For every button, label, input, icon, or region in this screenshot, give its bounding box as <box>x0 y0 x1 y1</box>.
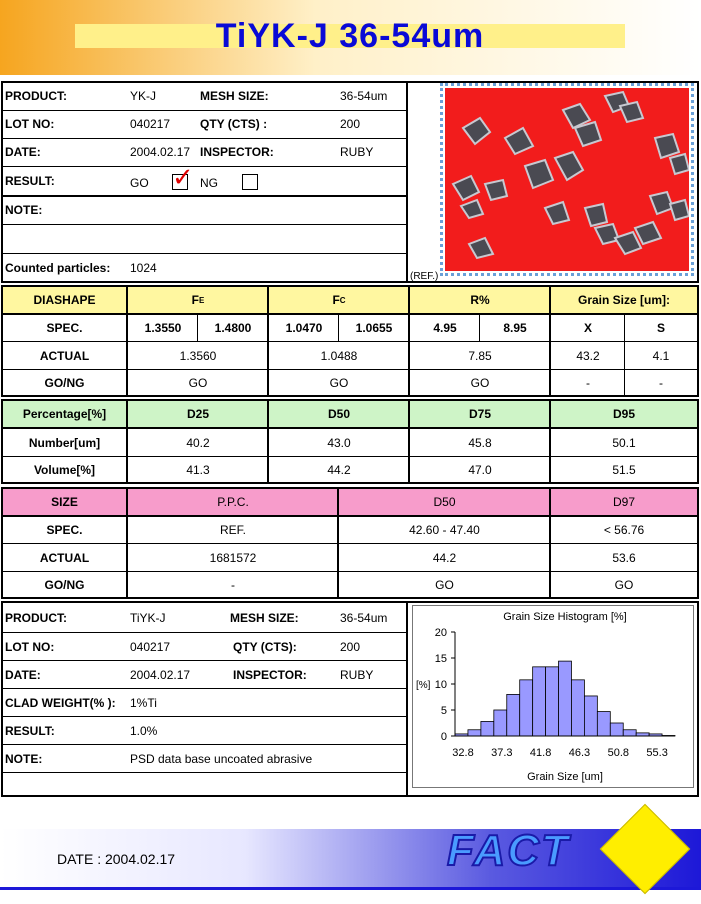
fe-spec-max: 1.4800 <box>214 321 252 335</box>
d97-gong: GO <box>614 578 634 592</box>
d50-actual: 44.2 <box>432 550 457 565</box>
b-mesh-label: MESH SIZE: <box>230 611 299 625</box>
histogram-bar <box>520 680 533 736</box>
lot-value: 040217 <box>130 117 171 131</box>
histogram-bar <box>481 721 494 736</box>
number-d95: 50.1 <box>612 435 636 450</box>
x-tick-label: 41.8 <box>529 747 552 759</box>
d50-header: D50 <box>327 407 350 421</box>
clad-value: 1%Ti <box>130 695 157 710</box>
histogram-bar <box>533 667 546 736</box>
footer-rule <box>0 887 701 890</box>
fc-actual: 1.0488 <box>320 348 358 363</box>
b-date-label: DATE: <box>5 667 41 682</box>
size-spec-label: SPEC. <box>46 523 83 537</box>
b-mesh-value: 36-54um <box>340 611 388 625</box>
y-tick-label: 0 <box>440 731 447 743</box>
d25-header: D25 <box>186 407 209 421</box>
x-tick-label: 55.3 <box>646 747 668 759</box>
grain-x-header: X <box>583 321 592 335</box>
volume-d95: 51.5 <box>612 463 636 477</box>
mesh-label: MESH SIZE: <box>200 89 269 103</box>
diashape-header: DIASHAPE <box>33 293 96 307</box>
ng-checkbox[interactable] <box>242 174 258 190</box>
size-actual-label: ACTUAL <box>39 550 90 565</box>
fc-spec-max: 1.0655 <box>355 321 393 335</box>
b-inspector-label: INSPECTOR: <box>233 667 307 682</box>
size-d50-header: D50 <box>433 495 456 509</box>
b-date-value: 2004.02.17 <box>130 667 191 682</box>
size-header: SIZE <box>51 495 78 509</box>
b-product-value: TiYK-J <box>130 611 166 625</box>
mesh-value: 36-54um <box>340 89 388 103</box>
fe-gong: GO <box>188 376 208 390</box>
counted-label: Counted particles: <box>5 261 111 275</box>
histogram-bar <box>623 730 636 736</box>
date-value: 2004.02.17 <box>130 145 191 159</box>
actual-label: ACTUAL <box>39 348 90 363</box>
gong-label: GO/NG <box>44 376 85 390</box>
x-tick-label: 50.8 <box>607 747 630 759</box>
grain-size-histogram <box>412 605 694 788</box>
volume-d25: 41.3 <box>186 463 210 477</box>
histogram-svg <box>413 606 693 787</box>
qty-label: QTY (CTS) : <box>200 117 268 131</box>
counted-value: 1024 <box>130 261 157 275</box>
volume-d75: 47.0 <box>468 463 492 477</box>
page-title: TiYK-J 36-54um <box>215 17 485 55</box>
fe-header: F E <box>191 293 205 307</box>
inspector-value: RUBY <box>340 145 374 159</box>
product-value: YK-J <box>130 89 157 103</box>
b-qty-value: 200 <box>340 639 361 654</box>
fc-gong: GO <box>329 376 349 390</box>
percentage-header: Percentage[%] <box>22 407 107 421</box>
b-result-value: 1.0% <box>130 723 158 738</box>
ref-label: (REF.) <box>410 271 439 282</box>
b-inspector-value: RUBY <box>340 667 374 682</box>
product-label: PRODUCT: <box>5 89 67 103</box>
checkmark-icon: ✓ <box>172 162 194 192</box>
number-label: Number[um] <box>28 435 101 450</box>
y-tick-label: 20 <box>434 627 447 639</box>
y-axis-label: [%] <box>416 680 431 691</box>
grain-s-header: S <box>656 321 665 335</box>
grain-x-actual: 43.2 <box>576 348 600 363</box>
d97-actual: 53.6 <box>612 550 636 565</box>
b-note-value: PSD data base uncoated abrasive <box>130 751 313 766</box>
histogram-bar <box>468 730 481 736</box>
r-spec-max: 8.95 <box>503 321 527 335</box>
note-label: NOTE: <box>5 203 43 217</box>
x-tick-label: 32.8 <box>452 747 474 759</box>
b-lot-value: 040217 <box>130 639 171 654</box>
number-d75: 45.8 <box>468 435 492 450</box>
chart-title: Grain Size Histogram [%] <box>503 611 627 623</box>
r-spec-min: 4.95 <box>433 321 457 335</box>
result-label: RESULT: <box>5 173 55 188</box>
fc-header: F C <box>332 293 346 307</box>
d97-spec: < 56.76 <box>603 523 645 537</box>
d50-spec: 42.60 - 47.40 <box>409 523 480 537</box>
inspector-label: INSPECTOR: <box>200 145 274 159</box>
b-lot-label: LOT NO: <box>5 639 55 654</box>
histogram-bar <box>546 667 559 736</box>
volume-label: Volume[%] <box>33 463 96 477</box>
b-qty-label: QTY (CTS): <box>233 639 297 654</box>
r-header: R% <box>470 293 490 307</box>
d97-header: D97 <box>612 495 635 509</box>
r-actual: 7.85 <box>468 348 492 363</box>
fe-spec-min: 1.3550 <box>144 321 182 335</box>
ppc-header: P.P.C. <box>217 495 249 509</box>
qty-value: 200 <box>340 117 361 131</box>
histogram-bar <box>584 696 597 736</box>
y-tick-label: 5 <box>440 705 447 717</box>
b-result-label: RESULT: <box>5 723 55 738</box>
number-d25: 40.2 <box>186 435 210 450</box>
histogram-bar <box>610 723 623 736</box>
d95-header: D95 <box>612 407 635 421</box>
date-label: DATE: <box>5 145 41 159</box>
fe-actual: 1.3560 <box>179 348 217 363</box>
fact-logo: FACT <box>447 826 570 875</box>
d75-header: D75 <box>468 407 491 421</box>
grain-s-gong: - <box>659 376 663 390</box>
b-product-label: PRODUCT: <box>5 611 67 625</box>
fc-spec-min: 1.0470 <box>285 321 323 335</box>
ppc-spec: REF. <box>219 523 246 537</box>
grain-size-header: Grain Size [um]: <box>577 293 670 307</box>
histogram-bar <box>597 712 610 736</box>
grain-s-actual: 4.1 <box>652 348 670 363</box>
d50-gong: GO <box>435 578 454 592</box>
x-tick-label: 46.3 <box>568 747 591 759</box>
histogram-bar <box>494 710 507 736</box>
size-gong-label: GO/NG <box>44 578 85 592</box>
lot-label: LOT NO: <box>5 117 55 131</box>
ng-label: NG <box>200 175 218 190</box>
x-axis-label: Grain Size [um] <box>527 771 603 783</box>
y-tick-label: 10 <box>434 679 447 691</box>
histogram-bar <box>507 694 520 736</box>
ppc-actual: 1681572 <box>209 550 257 565</box>
r-gong: GO <box>470 376 490 390</box>
go-label: GO <box>130 175 149 190</box>
ppc-gong: - <box>231 578 235 592</box>
histogram-bar <box>571 680 584 736</box>
clad-label: CLAD WEIGHT(% ): <box>5 695 116 710</box>
volume-d50: 44.2 <box>327 463 351 477</box>
b-note-label: NOTE: <box>5 751 43 766</box>
spec-label: SPEC. <box>46 321 83 335</box>
footer-date: DATE : 2004.02.17 <box>57 851 176 867</box>
particle-micrograph <box>445 88 689 271</box>
number-d50: 43.0 <box>327 435 351 450</box>
grain-x-gong: - <box>586 376 590 390</box>
y-tick-label: 15 <box>434 653 447 665</box>
histogram-bar <box>559 661 572 736</box>
x-tick-label: 37.3 <box>491 747 513 759</box>
